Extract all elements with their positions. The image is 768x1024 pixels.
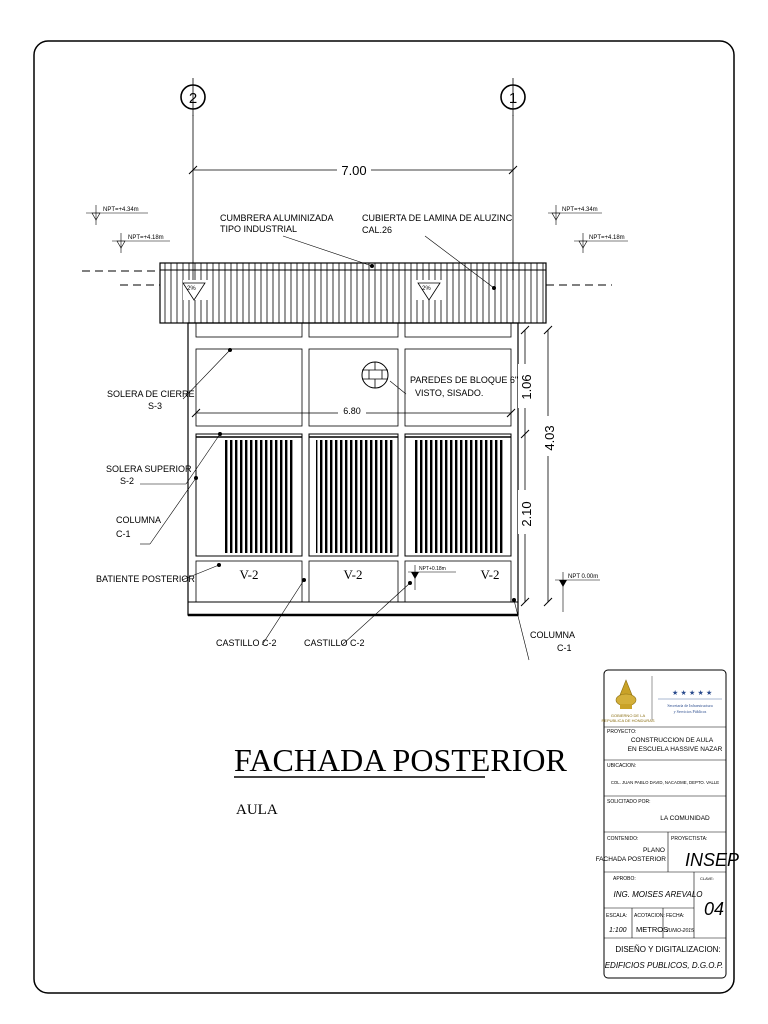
edificios-value: EDIFICIOS PUBLICOS, D.G.O.P.	[604, 961, 724, 970]
svg-text:★ ★ ★ ★ ★: ★ ★ ★ ★ ★	[672, 689, 713, 697]
label-castillo: CASTILLO C-2	[304, 638, 365, 648]
label-castillo: CASTILLO C-2	[216, 638, 277, 648]
label-columna-right: COLUMNA	[530, 630, 576, 640]
clave-label: CLAVE:	[700, 876, 714, 881]
level-marker-right-top	[548, 205, 602, 225]
axis-marker-2	[181, 78, 205, 116]
coat-of-arms-logo	[616, 680, 636, 709]
aprobo-label: APROBO:	[613, 876, 636, 882]
contenido-label: CONTENIDO:	[607, 836, 639, 842]
label-cumbrera-type: TIPO INDUSTRIAL	[220, 224, 298, 234]
clave-value: 04	[704, 899, 725, 919]
svg-text:2%: 2%	[422, 286, 431, 292]
level-marker-sill	[408, 565, 456, 590]
proyecto-label: PROYECTO:	[607, 729, 637, 735]
window-label: V-2	[343, 567, 363, 582]
ubicacion-value: COL. JUAN PABLO DAVID, NACAOME, DEPTO. VALLE	[610, 780, 720, 785]
contenido-line-2: FACHADA POSTERIOR	[595, 856, 666, 863]
svg-text:NPT 0.00m: NPT 0.00m	[568, 574, 599, 580]
drawing-title: FACHADA POSTERIOR	[234, 742, 567, 778]
contenido-line-1: PLANO	[642, 847, 665, 854]
proyecto-line-1: CONSTRUCCION DE AULA	[630, 737, 714, 744]
svg-text:4.03: 4.03	[542, 425, 557, 451]
label-solera-superior-code: S-2	[120, 476, 135, 486]
svg-text:NPT=+4.18m: NPT=+4.18m	[589, 235, 625, 241]
escala-label: ESCALA:	[606, 913, 628, 919]
svg-text:2.10: 2.10	[519, 501, 534, 527]
svg-text:1.06: 1.06	[519, 374, 534, 400]
proyectista-value: INSEP	[685, 850, 740, 870]
label-solera-cierre-code: S-3	[148, 401, 163, 411]
diseno-label: DISEÑO Y DIGITALIZACION:	[615, 945, 721, 954]
label-cumbrera: CUMBRERA ALUMINIZADA	[220, 213, 334, 223]
label-solera-cierre: SOLERA DE CIERRE	[107, 389, 195, 399]
label-columna-code: C-1	[116, 529, 131, 539]
svg-text:2: 2	[188, 90, 198, 107]
svg-text:NPT=+4.34m: NPT=+4.34m	[103, 207, 139, 213]
level-marker-floor	[555, 572, 600, 612]
roof	[160, 263, 546, 323]
gov-name: GOBIERNO DE LA	[610, 713, 646, 718]
aprobo-value: ING. MOISES AREVALO	[613, 890, 703, 899]
label-columna-right-code: C-1	[557, 643, 572, 653]
label-batiente: BATIENTE POSTERIOR	[96, 574, 195, 584]
label-paredes-finish: VISTO, SISADO.	[415, 388, 484, 398]
level-marker-left-mid	[112, 233, 170, 253]
label-solera-superior: SOLERA SUPERIOR	[106, 464, 192, 474]
axis-marker-1	[501, 78, 525, 116]
svg-text:7.00: 7.00	[341, 163, 367, 178]
level-marker-left-top	[86, 205, 148, 225]
escala-value: 1:100	[609, 927, 627, 934]
gov-name-2: REPUBLICA DE HONDURAS	[601, 718, 655, 723]
svg-text:NPT=+4.34m: NPT=+4.34m	[562, 207, 598, 213]
label-cubierta: CUBIERTA DE LAMINA DE ALUZINC	[362, 213, 513, 223]
solicitado-label: SOLICITADO POR:	[607, 799, 651, 805]
label-columna: COLUMNA	[116, 515, 162, 525]
acotacion-value: METROS	[636, 925, 669, 934]
fecha-label: FECHA:	[666, 913, 685, 919]
solicitado-value: LA COMUNIDAD	[660, 815, 710, 822]
svg-text:NPT+0.18m: NPT+0.18m	[419, 566, 446, 572]
svg-text:2%: 2%	[187, 286, 196, 292]
level-marker-right-mid	[574, 233, 628, 253]
ubicacion-label: UBICACION:	[607, 763, 637, 769]
secretaria-name: Secretaría de Infraestructura	[667, 703, 713, 708]
dimension-height-total	[541, 326, 557, 606]
drawing-subtitle: AULA	[236, 802, 278, 818]
acotacion-label: ACOTACION:	[634, 913, 665, 919]
proyecto-line-2: EN ESCUELA HASSIVE NAZAR	[627, 746, 723, 753]
svg-text:6.80: 6.80	[343, 406, 361, 416]
fecha-value: JUNIO-2015	[666, 928, 694, 934]
insep-stars-logo	[672, 689, 712, 697]
svg-text:1: 1	[508, 90, 518, 107]
dimension-span-top	[189, 160, 517, 178]
window-label: V-2	[480, 567, 500, 582]
proyectista-label: PROYECTISTA:	[671, 836, 708, 842]
svg-text:NPT=+4.18m: NPT=+4.18m	[128, 235, 164, 241]
window-label: V-2	[239, 567, 259, 582]
label-paredes: PAREDES DE BLOQUE 6"	[410, 375, 519, 385]
dimension-span-inner	[192, 404, 515, 418]
secretaria-name-2: y Servicios Públicos	[673, 709, 707, 714]
dimension-height-chain	[518, 326, 534, 606]
label-cubierta-cal: CAL.26	[362, 225, 393, 235]
